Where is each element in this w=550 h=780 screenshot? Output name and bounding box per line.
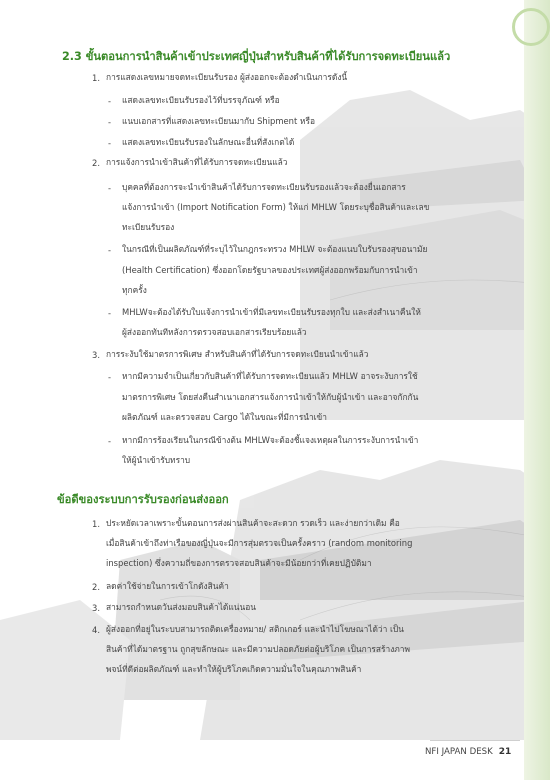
list-item-text: พจน์ที่ดีต่อผลิตภัณฑ์ และทำให้ผู้บริโภคเกิดความมั่นใจในคุณภาพสินค้า [106, 664, 362, 674]
list-number: 2. [92, 158, 100, 168]
list-number: 2. [92, 582, 100, 592]
sub-item-text: มาตรการพิเศษ โดยส่งคืนสำเนาเอกสารแจ้งการนำเข้าให้กับผู้นำเข้า และอาจกักกัน [122, 392, 419, 402]
sub-item-text: MHLWจะต้องได้รับใบแจ้งการนำเข้าที่มีเลขทะเบียนรับรองทุกใบ และส่งสำเนาคืนให้ [122, 307, 421, 317]
decorative-ring [512, 8, 550, 46]
list-item-text: สามารถกำหนดวันส่งมอบสินค้าได้แน่นอน [106, 602, 256, 612]
sub-item-text: ผลิตภัณฑ์ และตรวจสอบ Cargo ได้ในขณะที่มีการนำเข้า [122, 412, 327, 422]
list-item-text: สินค้าที่ได้มาตรฐาน ถูกสุขลักษณะ และมีความปลอดภัยต่อผู้บริโภค เป็นการสร้างภาพ [106, 644, 411, 654]
sub-item-text: หากมีการร้องเรียนในกรณีข้างต้น MHLWจะต้องชี้แจงเหตุผลในการระงับการนำเข้า [122, 435, 419, 445]
sub-item-text: แนบเอกสารที่แสดงเลขทะเบียนมากับ Shipment หรือ [122, 116, 315, 126]
bullet-dash: - [108, 436, 112, 446]
list-number: 3. [92, 603, 100, 613]
side-accent-strip [524, 0, 550, 780]
page-number: 21 [498, 747, 512, 757]
list-number: 1. [92, 519, 100, 529]
list-number: 3. [92, 350, 100, 360]
sub-item-text: (Health Certification) ซึ่งออกโดยรัฐบาลของประเทศผู้ส่งออกพร้อมกับการนำเข้า [122, 265, 418, 275]
list-item-text: inspection) ซึ่งความถี่ของการตรวจสอบสินค้าจะมีน้อยกว่าที่เคยปฏิบัติมา [106, 558, 372, 568]
footer-divider [430, 740, 520, 741]
page-footer [425, 747, 511, 757]
list-item-text: ผู้ส่งออกที่อยู่ในระบบสามารถติดเครื่องหมาย/ สติกเกอร์ และนำไปโฆษณาได้ว่า เป็น [106, 624, 404, 634]
list-number: 1. [92, 73, 100, 83]
list-item-text: การระงับใช้มาตรการพิเศษ สำหรับสินค้าที่ได้รับการจดทะเบียนนำเข้าแล้ว [106, 349, 369, 359]
section-heading-advantages: ข้อดีของระบบการรับรองก่อนส่งออก [57, 493, 229, 506]
bullet-dash: - [108, 96, 112, 106]
sub-item-text: หากมีความจำเป็นเกี่ยวกับสินค้าที่ได้รับการจดทะเบียนแล้ว MHLW อาจระงับการใช้ [122, 371, 418, 381]
sub-item-text: ทุกครั้ง [122, 285, 147, 295]
list-number: 4. [92, 625, 100, 635]
section-heading-procedure: 2.3 ขั้นตอนการนำสินค้าเข้าประเทศญี่ปุ่นสำหรับสินค้าที่ได้รับการจดทะเบียนแล้ว [62, 50, 451, 63]
sub-item-text: ผู้ส่งออกทันทีหลังการตรวจสอบเอกสารเรียบร้อยแล้ว [122, 327, 307, 337]
bullet-dash: - [108, 117, 112, 127]
list-item-text: การแจ้งการนำเข้าสินค้าที่ได้รับการจดทะเบียนแล้ว [106, 157, 288, 167]
list-item-text: ประหยัดเวลาเพราะขั้นตอนการส่งผ่านสินค้าจะสะดวก รวดเร็ว และง่ายกว่าเดิม คือ [106, 518, 400, 528]
list-item-text: เมื่อสินค้าเข้าถึงท่าเรือของญี่ปุ่นจะมีการสุ่มตรวจเป็นครั้งคราว (random monitoring [106, 538, 413, 548]
sub-item-text: ในกรณีที่เป็นผลิตภัณฑ์ที่ระบุไว้ในกฎกระทรวง MHLW จะต้องแนบใบรับรองสุขอนามัย [122, 244, 428, 254]
bullet-dash: - [108, 245, 112, 255]
bullet-dash: - [108, 372, 112, 382]
list-item-text: ลดค่าใช้จ่ายในการเข้าโกดังสินค้า [106, 581, 229, 591]
bullet-dash: - [108, 183, 112, 193]
sub-item-text: แจ้งการนำเข้า (Import Notification Form) ให้แก่ MHLW โดยระบุชื่อสินค้าและเลข [122, 202, 430, 212]
sub-item-text: แสดงเลขทะเบียนรับรองไว้ที่บรรจุภัณฑ์ หรือ [122, 95, 280, 105]
sub-item-text: ให้ผู้นำเข้ารับทราบ [122, 455, 191, 465]
footer-label: NFI JAPAN DESK [425, 747, 493, 757]
list-item-text: การแสดงเลขหมายจดทะเบียนรับรอง ผู้ส่งออกจะต้องดำเนินการดังนี้ [106, 72, 348, 82]
sub-item-text: แสดงเลขทะเบียนรับรองในลักษณะอื่นที่สังเกตได้ [122, 137, 295, 147]
bullet-dash: - [108, 308, 112, 318]
sub-item-text: บุคคลที่ต้องการจะนำเข้าสินค้าได้รับการจดทะเบียนรับรองแล้วจะต้องยื่นเอกสาร [122, 182, 406, 192]
sub-item-text: ทะเบียนรับรอง [122, 222, 175, 232]
bullet-dash: - [108, 138, 112, 148]
